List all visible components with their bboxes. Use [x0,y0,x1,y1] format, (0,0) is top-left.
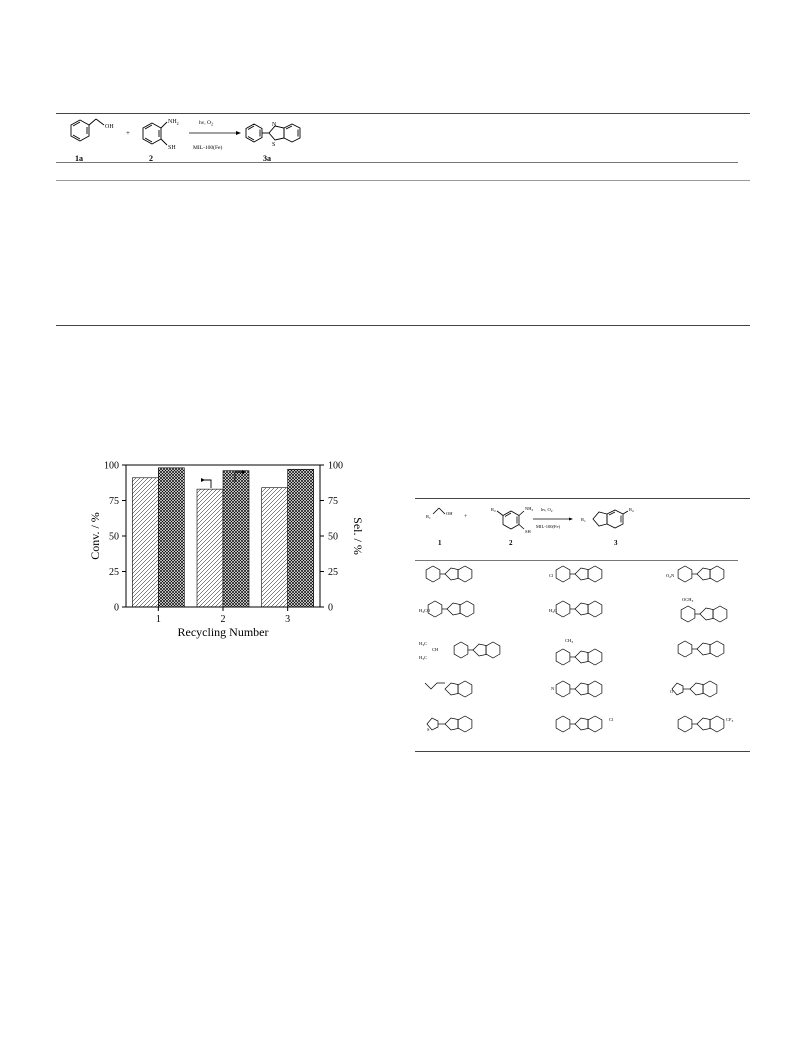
sub-h3co: $H_3CO$ [419,608,431,614]
substrate-12-thiazole-ring [690,683,703,695]
left-axis-arrowhead [201,478,205,482]
substrate-2-benzo-ring [588,566,602,582]
substrate-6-thiazole-ring [700,608,713,620]
substrate-15-aryl-ring [678,716,692,732]
substrate-15-benzo-ring [710,716,724,732]
substrate-14-thiazole-ring [575,718,588,730]
sub-het-s: S [427,727,430,732]
substrate-3-benzo-ring [710,566,724,582]
group-r1-product: $R_1$ [581,517,586,523]
substrate-10-alkyl-chain [425,683,445,689]
y-tick-label: 50 [109,531,119,543]
sub-cl: Cl [549,573,554,578]
atom-n: N [272,122,277,128]
substrate-15-thiazole-ring [697,718,710,730]
x-axis-label: Recycling Number [177,625,269,639]
substrate-7-thiazole-ring [473,644,486,656]
group-sh-2: SH [525,529,531,534]
substrate-8-benzo-ring [588,649,602,665]
conversion-bar [262,488,288,607]
reaction-arrowhead [236,131,241,135]
substrate-13-thiazole-ring [445,718,458,730]
conversion-bar [197,489,223,607]
substrate-3-thiazole-ring [697,568,710,580]
substrate-11-thiazole-ring [575,683,588,695]
condition-catalyst: MIL-100(Fe) [193,145,223,151]
substrate-12-heteroaryl-ring [672,683,683,695]
sub-isopropyl-bot: $H_3C$ [419,655,428,661]
label-2b: 2 [509,539,513,547]
selectivity-bar [288,469,314,607]
substrate-2-aryl-ring [556,566,570,582]
substrate-6-benzo-ring [713,606,727,622]
conversion-bar [132,478,158,607]
sub-cl-ring: Cl [609,717,614,722]
condition-light-2: hν, $O_2$ [541,507,553,513]
x-tick-label: 1 [155,614,161,625]
reaction-scheme-1 [56,114,356,164]
label-1: 1 [438,539,442,547]
substrate-8-thiazole-ring [575,651,588,663]
substrate-11-benzo-ring [588,681,602,697]
substrate-10-benzo-ring [458,681,472,697]
substrate-10-thiazole-ring [445,683,458,695]
aminothiophenol-structure [143,122,167,145]
plus-sign-2: + [464,514,468,520]
condition-catalyst-2: MIL-100(Fe) [536,524,560,529]
substrate-6-aryl-ring [681,606,695,622]
substrate-12-benzo-ring [703,681,717,697]
y2-tick-label: 25 [328,567,338,578]
group-nh2-2: $NH_2$ [525,506,534,512]
substrate-5-thiazole-ring [575,603,588,615]
substrate-9-thiazole-ring [697,643,710,655]
sub-isopropyl-ch: CH [432,647,439,652]
substrate-9-benzo-ring [710,641,724,657]
substrate-9-aryl-ring [678,641,692,657]
x-tick-label: 2 [220,614,226,625]
selectivity-bar [158,468,184,607]
sub-cf3: $CF_3$ [726,717,734,723]
y2-axis-label: Sel. / % [351,517,365,555]
sub-ch3: $CH_3$ [565,638,574,644]
substrate-1-benzo-ring [458,566,472,582]
benzothiazole-general-structure [593,510,628,528]
y2-tick-label: 50 [328,531,338,543]
y2-tick-label: 0 [328,602,333,614]
substrate-5-benzo-ring [588,601,602,617]
recycling-bar-chart [86,460,376,645]
substrate-5-aryl-ring [556,601,570,617]
substrate-11-aryl-ring [556,681,570,697]
y2-tick-label: 75 [328,496,338,507]
group-r1: $R_1$ [426,514,431,520]
substrate-14-benzo-ring [588,716,602,732]
benzyl-alcohol-structure [71,119,104,141]
scheme2-bottom-rule [415,751,750,752]
alcohol-general-structure [433,508,445,514]
group-r2: $R_2$ [491,507,496,513]
substrate-13-benzo-ring [458,716,472,732]
substrate-7-benzo-ring [486,642,500,658]
reaction-scheme-2 [415,499,750,751]
substrate-2-thiazole-ring [575,568,588,580]
label-3a: 3a [263,154,271,163]
x-tick-label: 3 [285,614,291,625]
substrate-8-aryl-ring [556,649,570,665]
substrate-14-aryl-ring [556,716,570,732]
substrate-1-thiazole-ring [445,568,458,580]
group-oh-2: OH [446,511,453,516]
substrate-7-aryl-ring [454,642,468,658]
condition-light: hν, $O_2$ [199,120,213,127]
substrate-4-thiazole-ring [447,603,460,615]
reaction-arrowhead-2 [569,518,573,521]
table-bottom-rule [56,325,750,326]
group-sh: SH [168,145,176,151]
substrate-scope-grid [425,566,727,732]
atom-s: S [272,142,276,148]
group-nh2: $NH_2$ [168,119,179,126]
label-3: 3 [614,539,618,547]
label-2: 2 [149,154,153,163]
sub-isopropyl-top: $H_3C$ [419,641,428,647]
group-oh: OH [105,124,114,130]
selectivity-bar [223,471,249,607]
substrate-3-aryl-ring [678,566,692,582]
sub-het-n: N [551,686,555,691]
sub-het-o: O [670,689,674,694]
plus-sign: + [126,129,130,137]
y2-tick-label: 100 [328,460,343,472]
sub-och3: $OCH_3$ [682,597,694,603]
group-r2-product: $R_2$ [629,507,634,513]
y-tick-label: 75 [109,496,119,507]
aminothiophenol-general-structure [497,511,524,529]
table-top-rule [56,180,750,181]
y-tick-label: 0 [114,602,119,614]
left-axis-arrow [204,480,211,488]
sub-o2n: $O_2N$ [666,573,675,579]
label-1a: 1a [75,154,83,163]
substrate-1-aryl-ring [426,566,440,582]
y-axis-label: Conv. / % [88,512,102,560]
y-tick-label: 100 [104,460,119,472]
substrate-4-benzo-ring [460,601,474,617]
y-tick-label: 25 [109,567,119,578]
sub-h3c: $H_3C$ [549,608,558,614]
